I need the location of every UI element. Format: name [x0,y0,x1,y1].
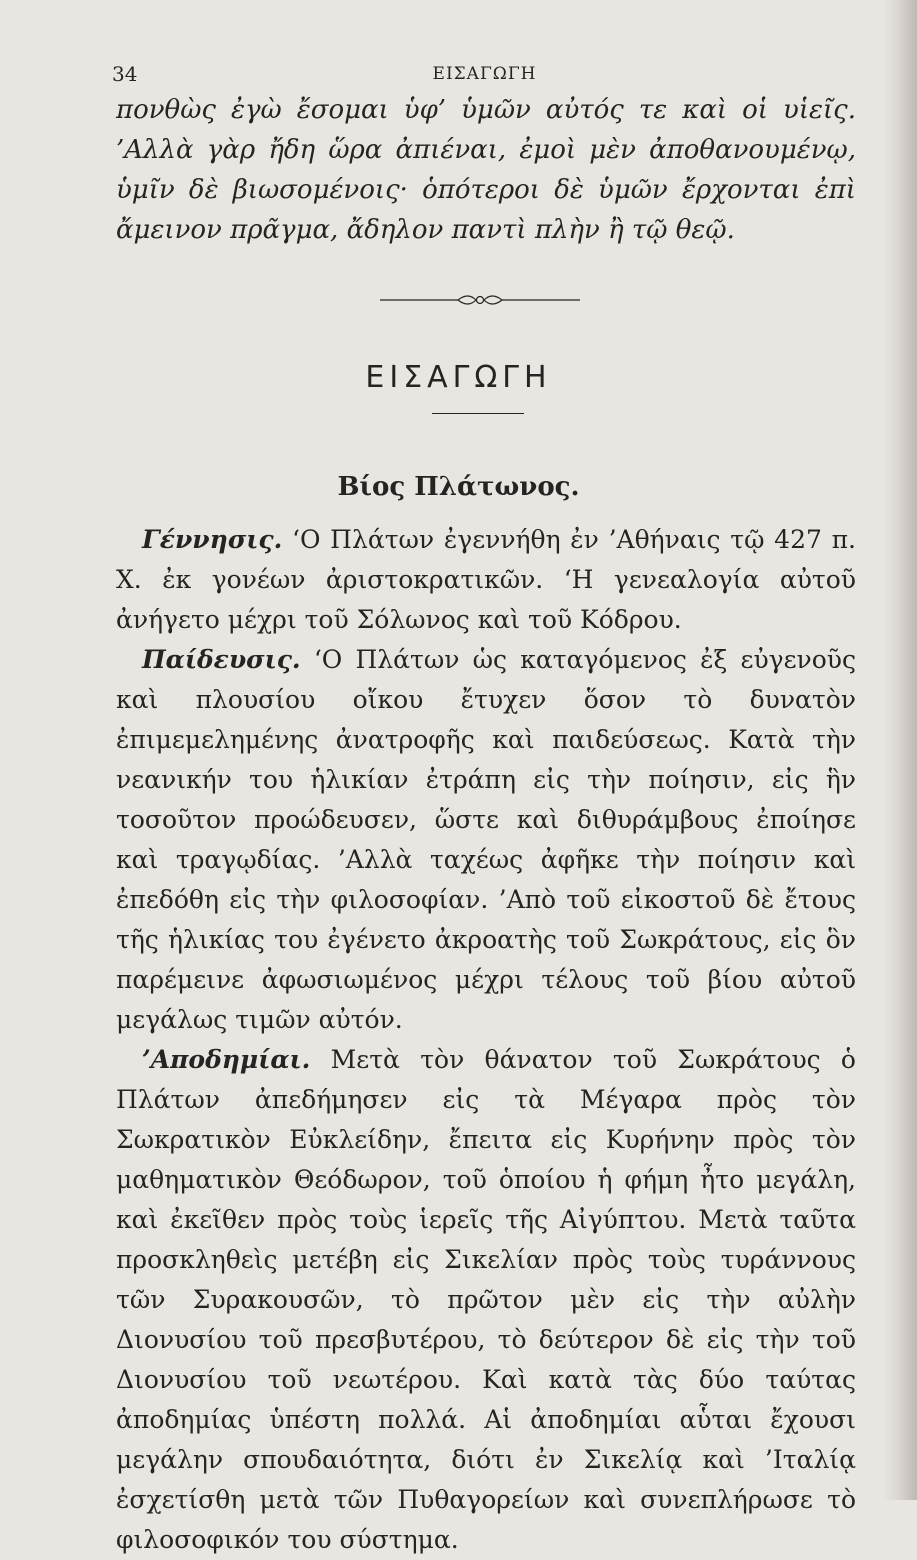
paragraph-lead: Παίδευσις. [142,645,301,674]
page-gutter-shadow [883,0,917,1500]
ornament-divider-icon [380,290,580,310]
paragraph-text: ‘Ο Πλάτων ἐγεννήθη ἐν ’Αθήναις τῷ 427 π. Χ. ἐκ γονέων ἀριστοκρατικῶν. ‘Η γενεαλογία αὐτοῦ ἀνήγετο μέχρι τοῦ Σόλωνος καὶ τοῦ Κόδρου. [116,525,856,634]
running-head: ΕΙΣΑΓΩΓΗ [432,64,537,84]
paragraph-lead: ’Αποδημίαι. [142,1045,311,1074]
paragraph-lead: Γέννησις. [142,525,283,554]
paragraph-text: Μετὰ τὸν θάνατον τοῦ Σωκράτους ὁ Πλάτων ἀπεδήμησεν εἰς τὰ Μέγαρα πρὸς τὸν Σωκρατικὸν Εὐκλείδην, ἔπειτα εἰς Κυρήνην πρὸς τὸν μαθηματικὸν Θεόδωρον, τοῦ ὁποίου ἡ φήμη ἦτο μεγάλη, καὶ ἐκεῖθεν πρὸς τοὺς ἱερεῖς τῆς Αἰγύπτου. Μετὰ ταῦτα προσκληθεὶς μετέβη εἰς Σικελίαν πρὸς τοὺς τυράννους τῶν Συρακουσῶν, τὸ πρῶτον μὲν εἰς τὴν αὐλὴν Διονυσίου τοῦ πρεσβυτέρου, τὸ δεύτερον δὲ εἰς τὴν τοῦ Διονυσίου τοῦ νεωτέρου. Καὶ κατὰ τὰς δύο ταύτας ἀποδημίας ὑπέστη πολλά. Αἱ ἀποδημίαι αὗται ἔχουσι μεγάλην σπουδαιότητα, διότι ἐν Σικελίᾳ καὶ ’Ιταλίᾳ ἐσχετίσθη μετὰ τῶν Πυθαγορείων καὶ συνεπλήρωσε τὸ φιλοσοφικόν του σύστημα. [116,1045,856,1554]
paragraph-education [116,640,856,1040]
section-subtitle: Βίος Πλάτωνος. [337,471,580,502]
section-title: ΕΙΣΑΓΩΓΗ [365,360,552,396]
paragraph-text: ‘Ο Πλάτων ὡς καταγόμενος ἐξ εὐγενοῦς καὶ πλουσίου οἴκου ἔτυχεν ὅσον τὸ δυνατὸν ἐπιμεμελημένης ἀνατροφῆς καὶ παιδεύσεως. Κατὰ τὴν νεανικήν του ἡλικίαν ἐτράπη εἰς τὴν ποίησιν, εἰς ἣν τοσοῦτον προώδευσεν, ὥστε καὶ διθυράμβους ἐποίησε καὶ τραγῳδίας. ’Αλλὰ ταχέως ἀφῆκε τὴν ποίησιν καὶ ἐπεδόθη εἰς τὴν φιλοσοφίαν. ’Απὸ τοῦ εἰκοστοῦ δὲ ἔτους τῆς ἡλικίας του ἐγένετο ἀκροατὴς τοῦ Σωκράτους, εἰς ὃν παρέμεινε ἀφωσιωμένος μέχρι τέλους τοῦ βίου αὐτοῦ μεγάλως τιμῶν αὐτόν. [116,645,856,1034]
page-number: 34 [112,62,138,86]
paragraph-birth [116,520,856,640]
title-rule [432,413,524,414]
opening-paragraph: πονθὼς ἐγὼ ἔσομαι ὑφ’ ὑμῶν αὐτός τε καὶ οἱ υἱεῖς. ’Αλλὰ γὰρ ἤδη ὥρα ἀπιέναι, ἐμοὶ μὲν ἀποθανουμένῳ, ὑμῖν δὲ βιωσομένοις· ὁπότεροι δὲ ὑμῶν ἔρχονται ἐπὶ ἄμεινον πρᾶγμα, ἄδηλον παντὶ πλὴν ἢ τῷ θεῷ. [116,95,856,245]
paragraph-travels [116,1040,856,1560]
body-text [116,520,856,1560]
